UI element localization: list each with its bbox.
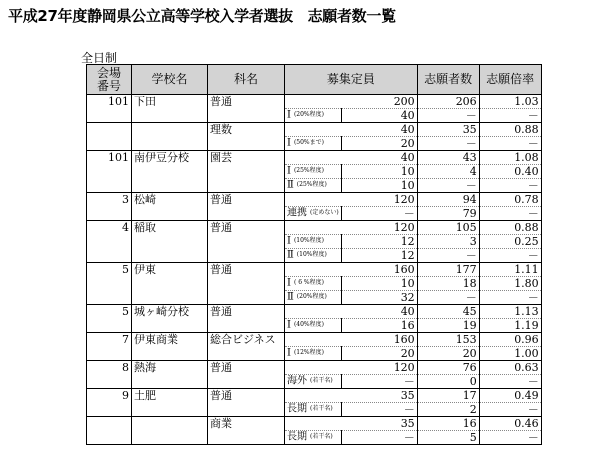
subcategory-label: 長期 (287, 431, 307, 443)
cell-course (208, 249, 285, 263)
cell-school: 稲取 (132, 221, 208, 235)
cell-quota: 160 (285, 263, 418, 277)
cell-quota: 20 (341, 347, 417, 361)
subcategory-label: Ⅰ (287, 347, 291, 359)
cell-school: 松崎 (132, 193, 208, 207)
table-row (87, 151, 542, 165)
cell-applicants: 17 (417, 389, 479, 403)
cell-subcategory (285, 165, 342, 179)
cell-applicants: － (417, 137, 479, 151)
subcategory-label: Ⅰ (287, 235, 291, 247)
cell-quota: 12 (341, 249, 417, 263)
cell-school: 土肥 (132, 389, 208, 403)
cell-course (208, 375, 285, 389)
cell-quota: － (341, 207, 417, 221)
cell-course: 商業 (208, 417, 285, 431)
cell-school: 熱海 (132, 361, 208, 375)
header-applicants: 志願者数 (417, 65, 479, 95)
cell-quota: 10 (341, 165, 417, 179)
cell-course: 普通 (208, 263, 285, 277)
cell-quota: 200 (285, 95, 418, 109)
cell-applicants: 16 (417, 417, 479, 431)
cell-course: 普通 (208, 95, 285, 109)
cell-ratio: － (479, 179, 541, 193)
cell-code (87, 109, 132, 123)
cell-ratio: 0.25 (479, 235, 541, 249)
cell-applicants: － (417, 249, 479, 263)
cell-school (132, 431, 208, 445)
cell-subcategory (285, 431, 342, 445)
cell-quota: 32 (341, 291, 417, 305)
header-code: 会場 番号 (87, 65, 132, 95)
table-row (87, 389, 542, 403)
subcategory-note: ( 6 %程度) (293, 279, 324, 287)
cell-school: 伊東商業 (132, 333, 208, 347)
cell-code (87, 235, 132, 249)
table-row (87, 249, 542, 263)
cell-course (208, 137, 285, 151)
cell-code (87, 207, 132, 221)
cell-applicants: 94 (417, 193, 479, 207)
cell-applicants: 105 (417, 221, 479, 235)
cell-ratio: 1.13 (479, 305, 541, 319)
cell-applicants: 206 (417, 95, 479, 109)
table-row (87, 263, 542, 277)
table-row (87, 375, 542, 389)
cell-school (132, 291, 208, 305)
subcategory-note: (若干名) (310, 405, 333, 413)
cell-school (132, 137, 208, 151)
cell-code (87, 375, 132, 389)
cell-ratio: 0.88 (479, 221, 541, 235)
table-row (87, 235, 542, 249)
cell-quota: － (341, 403, 417, 417)
cell-subcategory (285, 347, 342, 361)
cell-quota: － (341, 431, 417, 445)
cell-quota: 120 (285, 361, 418, 375)
cell-applicants: 153 (417, 333, 479, 347)
cell-applicants: 35 (417, 123, 479, 137)
cell-code: 3 (87, 193, 132, 207)
cell-school: 南伊豆分校 (132, 151, 208, 165)
table-row (87, 123, 542, 137)
cell-code (87, 249, 132, 263)
cell-applicants: 2 (417, 403, 479, 417)
cell-ratio: 0.88 (479, 123, 541, 137)
subcategory-note: (50%まで) (293, 139, 324, 147)
table-row (87, 347, 542, 361)
cell-ratio: 0.46 (479, 417, 541, 431)
cell-ratio: 0.40 (479, 165, 541, 179)
cell-school: 伊東 (132, 263, 208, 277)
subcategory-note: (10%程度) (296, 251, 327, 259)
cell-quota: 16 (341, 319, 417, 333)
subcategory-note: (20%程度) (293, 111, 324, 119)
cell-applicants: 0 (417, 375, 479, 389)
subcategory-label: Ⅰ (287, 109, 291, 121)
subcategory-label: 長期 (287, 403, 307, 415)
table-row (87, 193, 542, 207)
cell-code (87, 277, 132, 291)
header-ratio: 志願倍率 (479, 65, 541, 95)
cell-code (87, 347, 132, 361)
applicants-table (86, 64, 542, 445)
cell-course (208, 179, 285, 193)
cell-subcategory (285, 109, 342, 123)
section-label: 全日制 (81, 51, 118, 65)
cell-quota: 12 (341, 235, 417, 249)
cell-applicants: 18 (417, 277, 479, 291)
cell-code (87, 123, 132, 137)
cell-applicants: － (417, 291, 479, 305)
table-row (87, 291, 542, 305)
cell-school (132, 347, 208, 361)
cell-quota: 35 (285, 389, 418, 403)
cell-ratio: － (479, 207, 541, 221)
cell-applicants: 79 (417, 207, 479, 221)
cell-ratio: 1.08 (479, 151, 541, 165)
cell-ratio: － (479, 109, 541, 123)
cell-school (132, 235, 208, 249)
cell-course: 普通 (208, 193, 285, 207)
cell-course (208, 277, 285, 291)
subcategory-note: (若干名) (310, 377, 333, 385)
cell-subcategory (285, 249, 342, 263)
cell-course (208, 109, 285, 123)
cell-ratio: － (479, 375, 541, 389)
table-row (87, 137, 542, 151)
header-quota: 募集定員 (285, 65, 418, 95)
cell-code: 5 (87, 263, 132, 277)
cell-school (132, 109, 208, 123)
cell-code: 8 (87, 361, 132, 375)
cell-school (132, 417, 208, 431)
cell-ratio: － (479, 291, 541, 305)
subcategory-label: Ⅱ (287, 291, 294, 303)
cell-school (132, 123, 208, 137)
subcategory-label: 海外 (287, 375, 307, 387)
cell-quota: － (341, 375, 417, 389)
cell-ratio: 1.19 (479, 319, 541, 333)
cell-course (208, 291, 285, 305)
table-row (87, 165, 542, 179)
cell-ratio: － (479, 431, 541, 445)
cell-course: 普通 (208, 361, 285, 375)
table-row (87, 319, 542, 333)
cell-subcategory (285, 319, 342, 333)
cell-subcategory (285, 235, 342, 249)
subcategory-note: (10%程度) (293, 237, 324, 245)
table-row (87, 361, 542, 375)
cell-code (87, 417, 132, 431)
table-row (87, 431, 542, 445)
cell-code (87, 431, 132, 445)
cell-quota: 10 (341, 277, 417, 291)
cell-school: 城ヶ崎分校 (132, 305, 208, 319)
subcategory-note: (40%程度) (293, 321, 324, 329)
cell-quota: 40 (341, 109, 417, 123)
subcategory-note: (20%程度) (296, 293, 327, 301)
table-row (87, 333, 542, 347)
cell-code (87, 137, 132, 151)
table-row (87, 109, 542, 123)
cell-subcategory (285, 277, 342, 291)
subcategory-label: 連携 (287, 207, 307, 219)
subcategory-note: (12%程度) (293, 349, 324, 357)
cell-code: 7 (87, 333, 132, 347)
cell-course (208, 207, 285, 221)
cell-quota: 120 (285, 193, 418, 207)
cell-subcategory (285, 137, 342, 151)
cell-subcategory (285, 179, 342, 193)
subcategory-label: Ⅰ (287, 137, 291, 149)
table-row (87, 221, 542, 235)
cell-ratio: － (479, 137, 541, 151)
subcategory-label: Ⅰ (287, 319, 291, 331)
subcategory-note: (25%程度) (296, 181, 327, 189)
cell-applicants: 45 (417, 305, 479, 319)
cell-applicants: 43 (417, 151, 479, 165)
subcategory-label: Ⅱ (287, 249, 294, 261)
cell-course: 普通 (208, 305, 285, 319)
cell-ratio: 1.11 (479, 263, 541, 277)
cell-quota: 160 (285, 333, 418, 347)
cell-applicants: 20 (417, 347, 479, 361)
cell-ratio: 1.80 (479, 277, 541, 291)
table-row (87, 95, 542, 109)
header-course: 科名 (208, 65, 285, 95)
cell-school (132, 375, 208, 389)
table-row (87, 305, 542, 319)
cell-school (132, 179, 208, 193)
table-row (87, 207, 542, 221)
cell-school (132, 277, 208, 291)
cell-quota: 40 (285, 305, 418, 319)
cell-subcategory (285, 291, 342, 305)
cell-course (208, 431, 285, 445)
cell-school: 下田 (132, 95, 208, 109)
table-row (87, 277, 542, 291)
subcategory-note: (定めない) (310, 209, 339, 217)
cell-quota: 40 (285, 151, 418, 165)
cell-ratio: － (479, 403, 541, 417)
cell-code (87, 179, 132, 193)
cell-ratio: 0.78 (479, 193, 541, 207)
cell-course: 普通 (208, 389, 285, 403)
cell-code: 9 (87, 389, 132, 403)
cell-code (87, 319, 132, 333)
cell-quota: 120 (285, 221, 418, 235)
cell-school (132, 165, 208, 179)
cell-applicants: － (417, 179, 479, 193)
cell-course (208, 403, 285, 417)
cell-ratio: 1.03 (479, 95, 541, 109)
page-title: 平成27年度静岡県公立高等学校入学者選抜 志願者数一覧 (8, 7, 396, 25)
cell-code: 101 (87, 151, 132, 165)
subcategory-label: Ⅱ (287, 179, 294, 191)
table-header (87, 65, 542, 95)
cell-course (208, 235, 285, 249)
cell-applicants: 177 (417, 263, 479, 277)
cell-ratio: 0.49 (479, 389, 541, 403)
cell-code: 101 (87, 95, 132, 109)
table-row (87, 179, 542, 193)
cell-code (87, 403, 132, 417)
cell-course: 理数 (208, 123, 285, 137)
subcategory-note: (若干名) (310, 433, 333, 441)
cell-quota: 10 (341, 179, 417, 193)
cell-code (87, 291, 132, 305)
cell-course: 総合ビジネス (208, 333, 285, 347)
subcategory-label: Ⅰ (287, 277, 291, 289)
cell-course (208, 165, 285, 179)
cell-applicants: 4 (417, 165, 479, 179)
cell-ratio: 0.63 (479, 361, 541, 375)
cell-subcategory (285, 207, 342, 221)
cell-quota: 35 (285, 417, 418, 431)
cell-course (208, 319, 285, 333)
table-row (87, 403, 542, 417)
cell-ratio: 0.96 (479, 333, 541, 347)
cell-code: 4 (87, 221, 132, 235)
cell-code: 5 (87, 305, 132, 319)
cell-ratio: 1.00 (479, 347, 541, 361)
subcategory-note: (25%程度) (293, 167, 324, 175)
cell-subcategory (285, 403, 342, 417)
cell-applicants: 19 (417, 319, 479, 333)
cell-course (208, 347, 285, 361)
cell-school (132, 403, 208, 417)
table-row (87, 417, 542, 431)
cell-quota: 20 (341, 137, 417, 151)
cell-course: 園芸 (208, 151, 285, 165)
cell-applicants: 76 (417, 361, 479, 375)
cell-applicants: － (417, 109, 479, 123)
cell-school (132, 319, 208, 333)
cell-code (87, 165, 132, 179)
subcategory-label: Ⅰ (287, 165, 291, 177)
cell-ratio: － (479, 249, 541, 263)
cell-school (132, 207, 208, 221)
cell-school (132, 249, 208, 263)
cell-quota: 40 (285, 123, 418, 137)
header-school: 学校名 (132, 65, 208, 95)
cell-course: 普通 (208, 221, 285, 235)
cell-subcategory (285, 375, 342, 389)
cell-applicants: 5 (417, 431, 479, 445)
cell-applicants: 3 (417, 235, 479, 249)
